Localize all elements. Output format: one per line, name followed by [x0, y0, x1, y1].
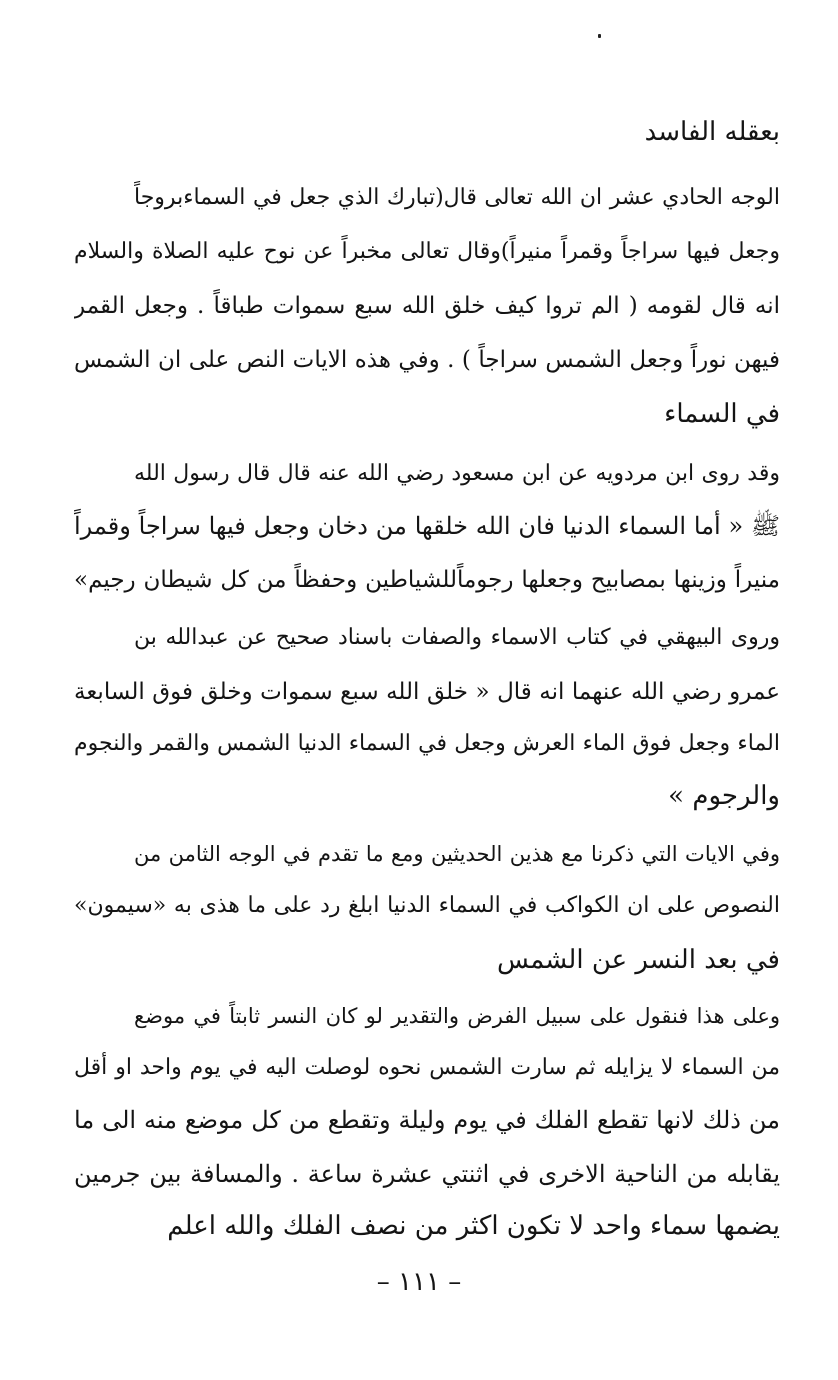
text-line-4: انه قال لقومه ( الم تروا كيف خلق الله سبع سموات طباقاً . وجعل القمر	[74, 293, 780, 319]
text-line-16: في بعد النسر عن الشمس	[497, 945, 780, 975]
text-line-5: فيهن نوراً وجعل الشمس سراجاً ) . وفي هذه الايات النص على ان الشمس	[74, 347, 780, 373]
scan-speck	[598, 34, 601, 38]
text-line-10: وروى البيهقي في كتاب الاسماء والصفات باسناد صحيح عن عبدالله بن	[134, 625, 780, 650]
text-line-1: بعقله الفاسد	[644, 117, 780, 147]
text-line-11: عمرو رضي الله عنهما انه قال « خلق الله سبع سموات وخلق فوق السابعة	[74, 679, 780, 705]
text-line-6: في السماء	[664, 399, 780, 429]
text-line-21: يضمها سماء واحد لا تكون اكثر من نصف الفلك والله اعلم	[167, 1211, 780, 1241]
page-number: – ١١١ –	[376, 1267, 462, 1297]
text-line-14: وفي الايات التي ذكرنا مع هذين الحديثين ومع ما تقدم في الوجه الثامن من	[134, 842, 780, 866]
text-line-13: والرجوم »	[668, 781, 780, 811]
text-line-9: منيراً وزينها بمصابيح وجعلها رجوماًللشياطين وحفظاً من كل شيطان رجيم»	[74, 567, 780, 593]
text-line-3: وجعل فيها سراجاً وقمراً منيراً)وقال تعالى مخبراً عن نوح عليه الصلاة والسلام	[74, 239, 780, 264]
text-line-20: يقابله من الناحية الاخرى في اثنتي عشرة ساعة . والمسافة بين جرمين	[74, 1160, 780, 1188]
text-line-19: من ذلك لانها تقطع الفلك في يوم وليلة وتقطع من كل موضع منه الى ما	[74, 1106, 780, 1134]
text-line-17: وعلى هذا فنقول على سبيل الفرض والتقدير لو كان النسر ثابتاً في موضع	[134, 1004, 780, 1028]
text-line-7: وقد روى ابن مردويه عن ابن مسعود رضي الله عنه قال قال رسول الله	[134, 461, 780, 486]
text-line-2: الوجه الحادي عشر ان الله تعالى قال(تبارك الذي جعل في السماءبروجاً	[134, 185, 780, 210]
text-line-15: النصوص على ان الكواكب في السماء الدنيا ابلغ رد على ما هذى به «سيمون»	[74, 893, 780, 918]
text-line-18: من السماء لا يزايله ثم سارت الشمس نحوه لوصلت اليه في يوم واحد او أقل	[74, 1055, 780, 1080]
text-line-8: ﷺ « أما السماء الدنيا فان الله خلقها من دخان وجعل فيها سراجاً وقمراً	[74, 512, 780, 540]
text-line-12: الماء وجعل فوق الماء العرش وجعل في السماء الدنيا الشمس والقمر والنجوم	[74, 731, 780, 756]
